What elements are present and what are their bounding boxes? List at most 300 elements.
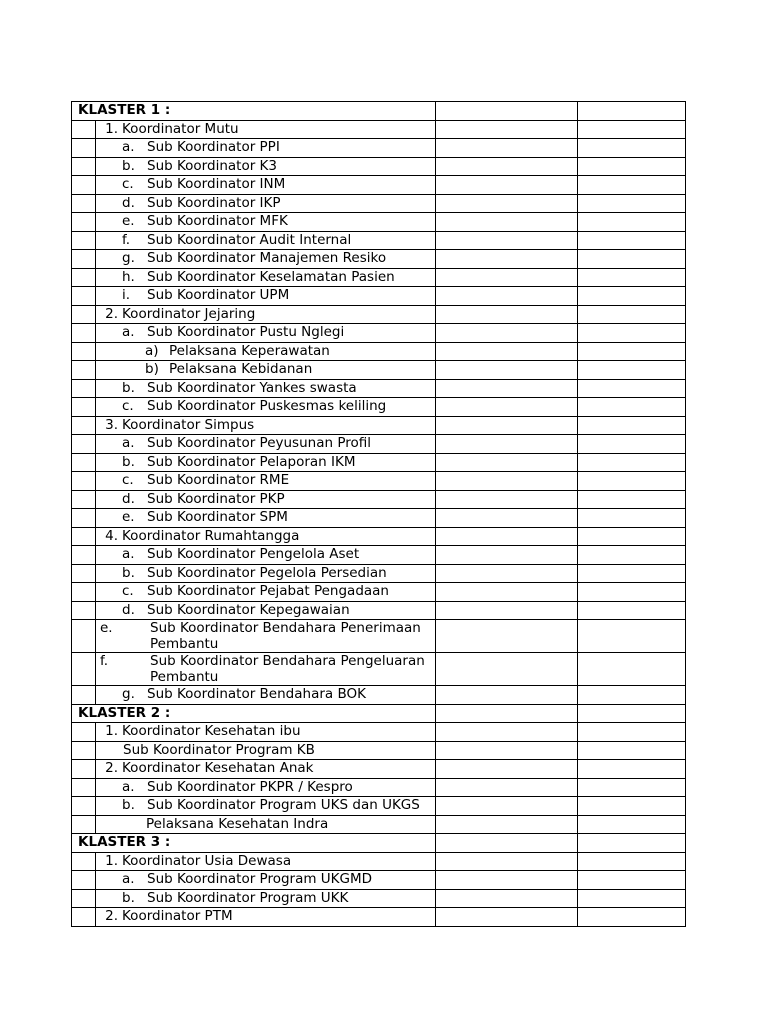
role-entry bbox=[122, 380, 357, 396]
role-entry bbox=[100, 853, 291, 869]
empty-cell bbox=[578, 546, 686, 565]
cluster-title: KLASTER 3 : bbox=[72, 834, 436, 853]
role-label: Sub Koordinator Puskesmas keliling bbox=[147, 398, 387, 414]
role-label: Sub Koordinator Peyusunan Profil bbox=[147, 435, 371, 451]
blank-cell bbox=[72, 139, 96, 158]
empty-cell bbox=[578, 324, 686, 343]
role-label: Koordinator Kesehatan Anak bbox=[122, 760, 314, 776]
table-row bbox=[72, 723, 686, 742]
list-marker: 3. bbox=[105, 416, 118, 433]
empty-cell bbox=[578, 778, 686, 797]
list-marker: 1. bbox=[105, 852, 118, 869]
empty-cell bbox=[436, 102, 578, 121]
role-entry bbox=[100, 620, 431, 652]
role-cell bbox=[96, 653, 436, 686]
list-marker: 1. bbox=[105, 723, 118, 739]
empty-cell bbox=[436, 601, 578, 620]
table-row bbox=[72, 379, 686, 398]
role-entry bbox=[122, 779, 353, 795]
table-row bbox=[72, 120, 686, 139]
empty-cell bbox=[436, 213, 578, 232]
role-label: Koordinator Kesehatan ibu bbox=[122, 723, 301, 739]
table-row bbox=[72, 398, 686, 417]
table-row bbox=[72, 778, 686, 797]
list-marker: 1. bbox=[105, 120, 118, 137]
role-cell bbox=[96, 889, 436, 908]
role-label: Sub Koordinator Program UKK bbox=[147, 889, 349, 906]
list-marker: d. bbox=[122, 601, 135, 618]
empty-cell bbox=[436, 834, 578, 853]
role-label: Sub Koordinator Manajemen Resiko bbox=[147, 250, 387, 266]
table-row bbox=[72, 760, 686, 779]
table-row bbox=[72, 583, 686, 602]
blank-cell bbox=[72, 416, 96, 435]
empty-cell bbox=[578, 620, 686, 653]
role-cell bbox=[96, 490, 436, 509]
table-row bbox=[72, 686, 686, 705]
table-row bbox=[72, 324, 686, 343]
table-row bbox=[72, 490, 686, 509]
role-cell bbox=[96, 453, 436, 472]
list-marker: b. bbox=[122, 157, 135, 174]
role-cell bbox=[96, 139, 436, 158]
role-cell bbox=[96, 305, 436, 324]
empty-cell bbox=[578, 564, 686, 583]
blank-cell bbox=[72, 176, 96, 195]
blank-cell bbox=[72, 120, 96, 139]
role-label: Sub Koordinator Keselamatan Pasien bbox=[147, 268, 395, 285]
role-label: Pelaksana Kebidanan bbox=[169, 361, 313, 377]
role-cell bbox=[96, 268, 436, 287]
list-marker: g. bbox=[122, 250, 135, 266]
empty-cell bbox=[578, 797, 686, 816]
role-label: Sub Koordinator PPI bbox=[147, 139, 280, 155]
empty-cell bbox=[578, 194, 686, 213]
list-marker: e. bbox=[122, 213, 135, 229]
empty-cell bbox=[436, 305, 578, 324]
table-row bbox=[72, 435, 686, 454]
role-cell bbox=[96, 379, 436, 398]
role-entry bbox=[122, 435, 371, 451]
blank-cell bbox=[72, 157, 96, 176]
role-label: Sub Koordinator MFK bbox=[147, 213, 288, 229]
role-entry bbox=[122, 602, 350, 618]
role-label: Sub Koordinator Kepegawaian bbox=[147, 601, 350, 618]
list-marker: f. bbox=[100, 653, 109, 669]
empty-cell bbox=[578, 231, 686, 250]
blank-cell bbox=[72, 908, 96, 927]
role-entry bbox=[122, 287, 289, 303]
table-row bbox=[72, 852, 686, 871]
empty-cell bbox=[578, 472, 686, 491]
empty-cell bbox=[436, 509, 578, 528]
empty-cell bbox=[436, 620, 578, 653]
empty-cell bbox=[578, 305, 686, 324]
table-row bbox=[72, 342, 686, 361]
blank-cell bbox=[72, 852, 96, 871]
empty-cell bbox=[578, 834, 686, 853]
empty-cell bbox=[436, 778, 578, 797]
table-row bbox=[72, 139, 686, 158]
list-marker: 4. bbox=[105, 527, 118, 544]
empty-cell bbox=[436, 139, 578, 158]
empty-cell bbox=[578, 416, 686, 435]
table-body bbox=[72, 102, 686, 927]
role-entry bbox=[122, 454, 356, 470]
empty-cell bbox=[436, 416, 578, 435]
cluster-header-row bbox=[72, 704, 686, 723]
blank-cell bbox=[72, 490, 96, 509]
list-marker: d. bbox=[122, 490, 135, 507]
role-cell bbox=[96, 324, 436, 343]
empty-cell bbox=[578, 398, 686, 417]
role-cell bbox=[96, 509, 436, 528]
role-cell bbox=[96, 250, 436, 269]
role-label: Sub Koordinator Bendahara Penerimaan Pembantu bbox=[150, 620, 421, 652]
empty-cell bbox=[436, 741, 578, 760]
list-marker: c. bbox=[122, 472, 134, 488]
empty-cell bbox=[436, 704, 578, 723]
blank-cell bbox=[72, 342, 96, 361]
empty-cell bbox=[578, 583, 686, 602]
table-row bbox=[72, 305, 686, 324]
list-marker: e. bbox=[122, 509, 135, 525]
empty-cell bbox=[436, 398, 578, 417]
empty-cell bbox=[578, 741, 686, 760]
list-marker: a. bbox=[122, 778, 135, 795]
cluster-header-row bbox=[72, 834, 686, 853]
empty-cell bbox=[436, 342, 578, 361]
empty-cell bbox=[578, 287, 686, 306]
list-marker: 2. bbox=[105, 305, 118, 322]
role-cell bbox=[96, 176, 436, 195]
table-row bbox=[72, 620, 686, 653]
empty-cell bbox=[436, 435, 578, 454]
cluster-header-row bbox=[72, 102, 686, 121]
empty-cell bbox=[578, 852, 686, 871]
table-row bbox=[72, 453, 686, 472]
empty-cell bbox=[436, 852, 578, 871]
empty-cell bbox=[436, 453, 578, 472]
blank-cell bbox=[72, 435, 96, 454]
role-entry bbox=[122, 139, 280, 155]
empty-cell bbox=[436, 231, 578, 250]
role-label: Sub Koordinator INM bbox=[147, 176, 286, 192]
list-marker: f. bbox=[122, 231, 131, 248]
empty-cell bbox=[578, 723, 686, 742]
empty-cell bbox=[578, 453, 686, 472]
list-marker: b) bbox=[145, 361, 159, 377]
empty-cell bbox=[436, 760, 578, 779]
role-cell bbox=[96, 871, 436, 890]
table-row bbox=[72, 472, 686, 491]
empty-cell bbox=[578, 342, 686, 361]
role-cell bbox=[96, 760, 436, 779]
role-label: Pelaksana Keperawatan bbox=[169, 342, 330, 359]
blank-cell bbox=[72, 194, 96, 213]
blank-cell bbox=[72, 379, 96, 398]
empty-cell bbox=[578, 490, 686, 509]
role-cell bbox=[96, 778, 436, 797]
role-entry bbox=[122, 546, 359, 562]
role-entry bbox=[122, 491, 285, 507]
table-row bbox=[72, 416, 686, 435]
empty-cell bbox=[436, 797, 578, 816]
blank-cell bbox=[72, 305, 96, 324]
role-cell bbox=[96, 852, 436, 871]
empty-cell bbox=[578, 250, 686, 269]
blank-cell bbox=[72, 871, 96, 890]
role-entry bbox=[122, 509, 288, 525]
role-entry bbox=[122, 250, 386, 266]
role-entry bbox=[122, 686, 366, 702]
table-row bbox=[72, 815, 686, 834]
empty-cell bbox=[436, 268, 578, 287]
role-entry bbox=[122, 195, 281, 211]
role-cell bbox=[96, 472, 436, 491]
empty-cell bbox=[578, 686, 686, 705]
role-label: Sub Koordinator Program UKGMD bbox=[147, 871, 373, 887]
empty-cell bbox=[436, 194, 578, 213]
table-row bbox=[72, 250, 686, 269]
role-entry bbox=[100, 417, 254, 433]
empty-cell bbox=[436, 157, 578, 176]
empty-cell bbox=[436, 379, 578, 398]
role-label: Koordinator Rumahtangga bbox=[122, 527, 300, 544]
role-label: Sub Koordinator IKP bbox=[147, 194, 281, 211]
role-label: Sub Koordinator K3 bbox=[147, 157, 277, 174]
list-marker: a. bbox=[122, 435, 135, 451]
list-marker: a. bbox=[122, 324, 135, 340]
role-label: Sub Koordinator Bendahara BOK bbox=[147, 686, 366, 702]
role-entry bbox=[100, 760, 314, 776]
empty-cell bbox=[578, 527, 686, 546]
role-cell bbox=[96, 741, 436, 760]
role-cell bbox=[96, 908, 436, 927]
table-row bbox=[72, 231, 686, 250]
blank-cell bbox=[72, 620, 96, 653]
empty-cell bbox=[436, 527, 578, 546]
role-entry bbox=[122, 213, 288, 229]
list-marker: a. bbox=[122, 139, 135, 155]
list-marker: h. bbox=[122, 268, 135, 285]
empty-cell bbox=[436, 889, 578, 908]
role-label: Koordinator PTM bbox=[122, 908, 233, 924]
empty-cell bbox=[436, 472, 578, 491]
role-entry bbox=[100, 653, 431, 685]
role-entry bbox=[122, 269, 395, 285]
empty-cell bbox=[578, 379, 686, 398]
empty-cell bbox=[578, 435, 686, 454]
empty-cell bbox=[436, 250, 578, 269]
empty-cell bbox=[578, 213, 686, 232]
empty-cell bbox=[578, 157, 686, 176]
role-cell bbox=[96, 815, 436, 834]
role-entry bbox=[100, 908, 233, 924]
list-marker: c. bbox=[122, 176, 134, 192]
list-marker: b. bbox=[122, 379, 135, 396]
empty-cell bbox=[578, 268, 686, 287]
list-marker: d. bbox=[122, 194, 135, 211]
empty-cell bbox=[436, 653, 578, 686]
role-label: Koordinator Mutu bbox=[122, 120, 239, 137]
list-marker: a. bbox=[122, 546, 135, 562]
role-cell bbox=[96, 583, 436, 602]
blank-cell bbox=[72, 583, 96, 602]
cluster-title: KLASTER 1 : bbox=[72, 102, 436, 121]
empty-cell bbox=[436, 324, 578, 343]
list-marker: b. bbox=[122, 797, 135, 813]
role-cell bbox=[96, 287, 436, 306]
table-row bbox=[72, 741, 686, 760]
role-cell bbox=[96, 797, 436, 816]
table-row bbox=[72, 509, 686, 528]
role-label: Koordinator Usia Dewasa bbox=[122, 852, 292, 869]
empty-cell bbox=[436, 287, 578, 306]
role-entry bbox=[122, 565, 387, 581]
role-label: Sub Koordinator SPM bbox=[147, 509, 288, 525]
role-entry bbox=[100, 723, 301, 739]
role-entry bbox=[122, 583, 389, 599]
role-entry bbox=[122, 232, 351, 248]
table-row bbox=[72, 564, 686, 583]
empty-cell bbox=[436, 490, 578, 509]
role-cell bbox=[96, 157, 436, 176]
role-label: Sub Koordinator Pengelola Aset bbox=[147, 546, 360, 562]
empty-cell bbox=[436, 723, 578, 742]
role-label: Sub Koordinator PKPR / Kespro bbox=[147, 778, 353, 795]
blank-cell bbox=[72, 250, 96, 269]
role-label: Sub Koordinator UPM bbox=[147, 287, 290, 303]
empty-cell bbox=[436, 361, 578, 380]
table-row bbox=[72, 213, 686, 232]
empty-cell bbox=[578, 760, 686, 779]
blank-cell bbox=[72, 815, 96, 834]
table-row bbox=[72, 889, 686, 908]
list-marker: i. bbox=[122, 287, 131, 303]
role-entry bbox=[122, 472, 289, 488]
blank-cell bbox=[72, 653, 96, 686]
role-cell bbox=[96, 398, 436, 417]
role-cell bbox=[96, 527, 436, 546]
empty-cell bbox=[436, 583, 578, 602]
cluster-title: KLASTER 2 : bbox=[72, 704, 436, 723]
table-row bbox=[72, 601, 686, 620]
role-cell bbox=[96, 231, 436, 250]
blank-cell bbox=[72, 527, 96, 546]
blank-cell bbox=[72, 889, 96, 908]
role-label: Pelaksana Kesehatan Indra bbox=[146, 815, 329, 832]
role-entry bbox=[122, 797, 420, 813]
role-label: Sub Koordinator RME bbox=[147, 472, 290, 488]
role-entry bbox=[100, 528, 299, 544]
blank-cell bbox=[72, 472, 96, 491]
role-entry bbox=[145, 361, 312, 377]
empty-cell bbox=[436, 546, 578, 565]
role-label: Sub Koordinator Program KB bbox=[123, 741, 315, 758]
role-cell bbox=[96, 546, 436, 565]
table-row bbox=[72, 176, 686, 195]
role-cell bbox=[96, 435, 436, 454]
table-row bbox=[72, 546, 686, 565]
organization-table bbox=[71, 101, 686, 927]
empty-cell bbox=[578, 653, 686, 686]
role-entry bbox=[122, 158, 277, 174]
list-marker: a) bbox=[145, 342, 159, 359]
role-label: Sub Koordinator Pustu Nglegi bbox=[147, 324, 345, 340]
empty-cell bbox=[578, 601, 686, 620]
empty-cell bbox=[578, 871, 686, 890]
list-marker: b. bbox=[122, 889, 135, 906]
empty-cell bbox=[436, 908, 578, 927]
empty-cell bbox=[578, 176, 686, 195]
role-label: Sub Koordinator Audit Internal bbox=[147, 231, 352, 248]
empty-cell bbox=[578, 139, 686, 158]
blank-cell bbox=[72, 741, 96, 760]
role-label: Sub Koordinator PKP bbox=[147, 490, 285, 507]
blank-cell bbox=[72, 213, 96, 232]
table-row bbox=[72, 871, 686, 890]
role-entry bbox=[145, 343, 330, 359]
list-marker: b. bbox=[122, 564, 135, 581]
blank-cell bbox=[72, 760, 96, 779]
role-label: Koordinator Jejaring bbox=[122, 305, 256, 322]
empty-cell bbox=[436, 564, 578, 583]
role-entry bbox=[122, 398, 386, 414]
role-label: Sub Koordinator Yankes swasta bbox=[147, 379, 357, 396]
role-cell bbox=[96, 601, 436, 620]
role-label: Sub Koordinator Bendahara Pengeluaran Pembantu bbox=[150, 653, 425, 685]
role-cell bbox=[96, 564, 436, 583]
table-row bbox=[72, 268, 686, 287]
role-cell bbox=[96, 416, 436, 435]
table-row bbox=[72, 194, 686, 213]
role-cell bbox=[96, 194, 436, 213]
empty-cell bbox=[436, 120, 578, 139]
role-label: Sub Koordinator Pegelola Persedian bbox=[147, 564, 387, 581]
empty-cell bbox=[436, 686, 578, 705]
empty-cell bbox=[436, 176, 578, 195]
list-marker: c. bbox=[122, 583, 134, 599]
role-entry bbox=[100, 306, 255, 322]
blank-cell bbox=[72, 564, 96, 583]
blank-cell bbox=[72, 231, 96, 250]
empty-cell bbox=[578, 120, 686, 139]
role-label: Sub Koordinator Program UKS dan UKGS bbox=[147, 797, 420, 813]
role-cell bbox=[96, 686, 436, 705]
list-marker: g. bbox=[122, 686, 135, 702]
empty-cell bbox=[578, 908, 686, 927]
empty-cell bbox=[578, 509, 686, 528]
role-cell bbox=[96, 361, 436, 380]
table-row bbox=[72, 908, 686, 927]
blank-cell bbox=[72, 601, 96, 620]
table-row bbox=[72, 527, 686, 546]
list-marker: 2. bbox=[105, 760, 118, 776]
empty-cell bbox=[578, 815, 686, 834]
role-entry bbox=[122, 176, 285, 192]
role-cell bbox=[96, 120, 436, 139]
table-row bbox=[72, 287, 686, 306]
role-entry bbox=[122, 890, 348, 906]
blank-cell bbox=[72, 361, 96, 380]
list-marker: c. bbox=[122, 398, 134, 414]
list-marker: e. bbox=[100, 620, 113, 636]
role-label: Sub Koordinator Pelaporan IKM bbox=[147, 453, 356, 470]
blank-cell bbox=[72, 324, 96, 343]
blank-cell bbox=[72, 287, 96, 306]
blank-cell bbox=[72, 453, 96, 472]
